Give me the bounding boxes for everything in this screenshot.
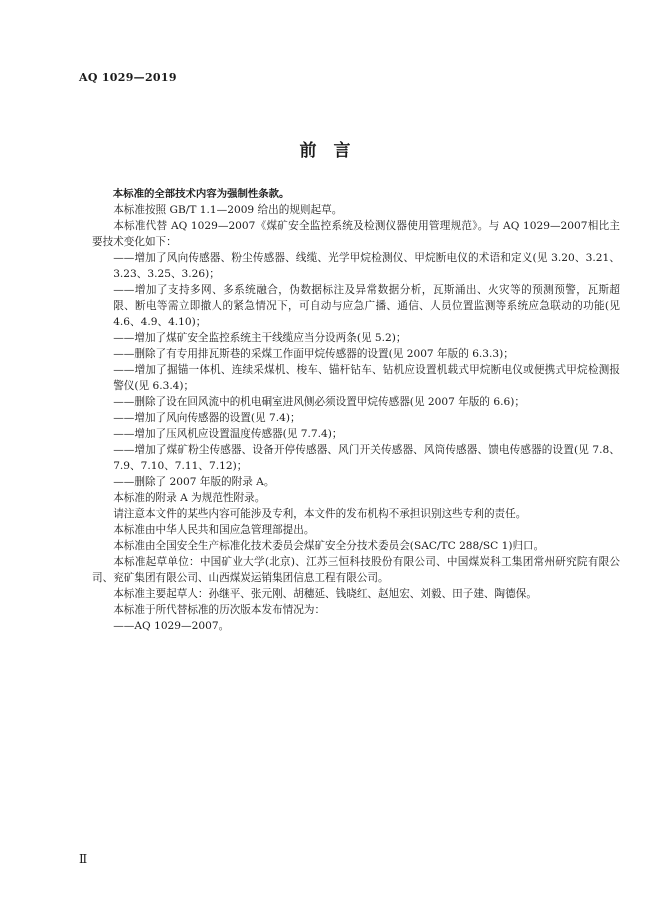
paragraph-mandatory: 本标准的全部技术内容为强制性条款。 <box>112 188 290 200</box>
change-item: ——删除了设在回风流中的机电硐室进风侧必须设置甲烷传感器(见 2007 年版的 6.6)； <box>113 396 525 408</box>
paragraph-drafting-rules: 本标准按照 GB/T 1.1—2009 给出的规则起草。 <box>113 204 343 216</box>
paragraph-history: 本标准于所代替标准的历次版本发布情况为： <box>113 604 326 616</box>
change-item: ——增加了煤矿安全监控系统主干线缆应当分设两条(见 5.2)； <box>113 332 407 344</box>
paragraph-drafters: 本标准主要起草人：孙继平、张元刚、胡穗延、钱晓红、赵旭宏、刘毅、田子建、陶德保。 <box>113 588 537 600</box>
paragraph-replaces: 本标准代替 AQ 1029—2007《煤矿安全监控系统及检测仪器使用管理规范》。与 AQ 1029—2007相比主要技术变化如下： <box>92 220 620 248</box>
paragraph-annex: 本标准的附录 A 为规范性附录。 <box>113 492 266 504</box>
foreword-body <box>92 186 620 634</box>
page-number: Ⅱ <box>79 852 88 866</box>
paragraph-drafting-units: 本标准起草单位：中国矿业大学(北京)、江苏三恒科技股份有限公司、中国煤炭科工集团常州研究院有限公司、兖矿集团有限公司、山西煤炭运销集团信息工程有限公司。 <box>92 556 620 584</box>
standard-code-header: AQ 1029—2019 <box>79 71 177 84</box>
paragraph-administered-by: 本标准由全国安全生产标准化技术委员会煤矿安全分技术委员会(SAC/TC 288/SC 1)归口。 <box>113 540 545 552</box>
change-item: ——增加了风向传感器的设置(见 7.4)； <box>113 412 301 424</box>
paragraph-patent-notice: 请注意本文件的某些内容可能涉及专利，本文件的发布机构不承担识别这些专利的责任。 <box>113 508 527 520</box>
change-item: ——增加了支持多网、多系统融合，伪数据标注及异常数据分析，瓦斯涌出、火灾等的预测预警，瓦斯超限、断电等需立即撤人的紧急情况下，可自动与应急广播、通信、人员位置监测等系统应急联动的功能(见 4.6、4.9、4.10)； <box>113 284 620 328</box>
change-item: ——增加了压风机应设置温度传感器(见 7.7.4)； <box>113 428 343 440</box>
history-item: ——AQ 1029—2007。 <box>113 620 230 632</box>
change-item: ——增加了煤矿粉尘传感器、设备开停传感器、风门开关传感器、风筒传感器、馈电传感器的设置(见 7.8、7.9、7.10、7.11、7.12)； <box>113 444 620 472</box>
change-item: ——增加了风向传感器、粉尘传感器、线缆、光学甲烷检测仪、甲烷断电仪的术语和定义(见 3.20、3.21、3.23、3.25、3.26)； <box>113 252 620 280</box>
change-item: ——删除了有专用排瓦斯巷的采煤工作面甲烷传感器的设置(见 2007 年版的 6.3.3)； <box>113 348 514 360</box>
change-item: ——删除了 2007 年版的附录 A。 <box>113 476 275 488</box>
change-item: ——增加了掘锚一体机、连续采煤机、梭车、锚杆钻车、钻机应设置机载式甲烷断电仪或便携式甲烷检测报警仪(见 6.3.4)； <box>113 364 620 392</box>
page-title: 前 言 <box>299 141 351 161</box>
paragraph-proposed-by: 本标准由中华人民共和国应急管理部提出。 <box>113 524 315 536</box>
